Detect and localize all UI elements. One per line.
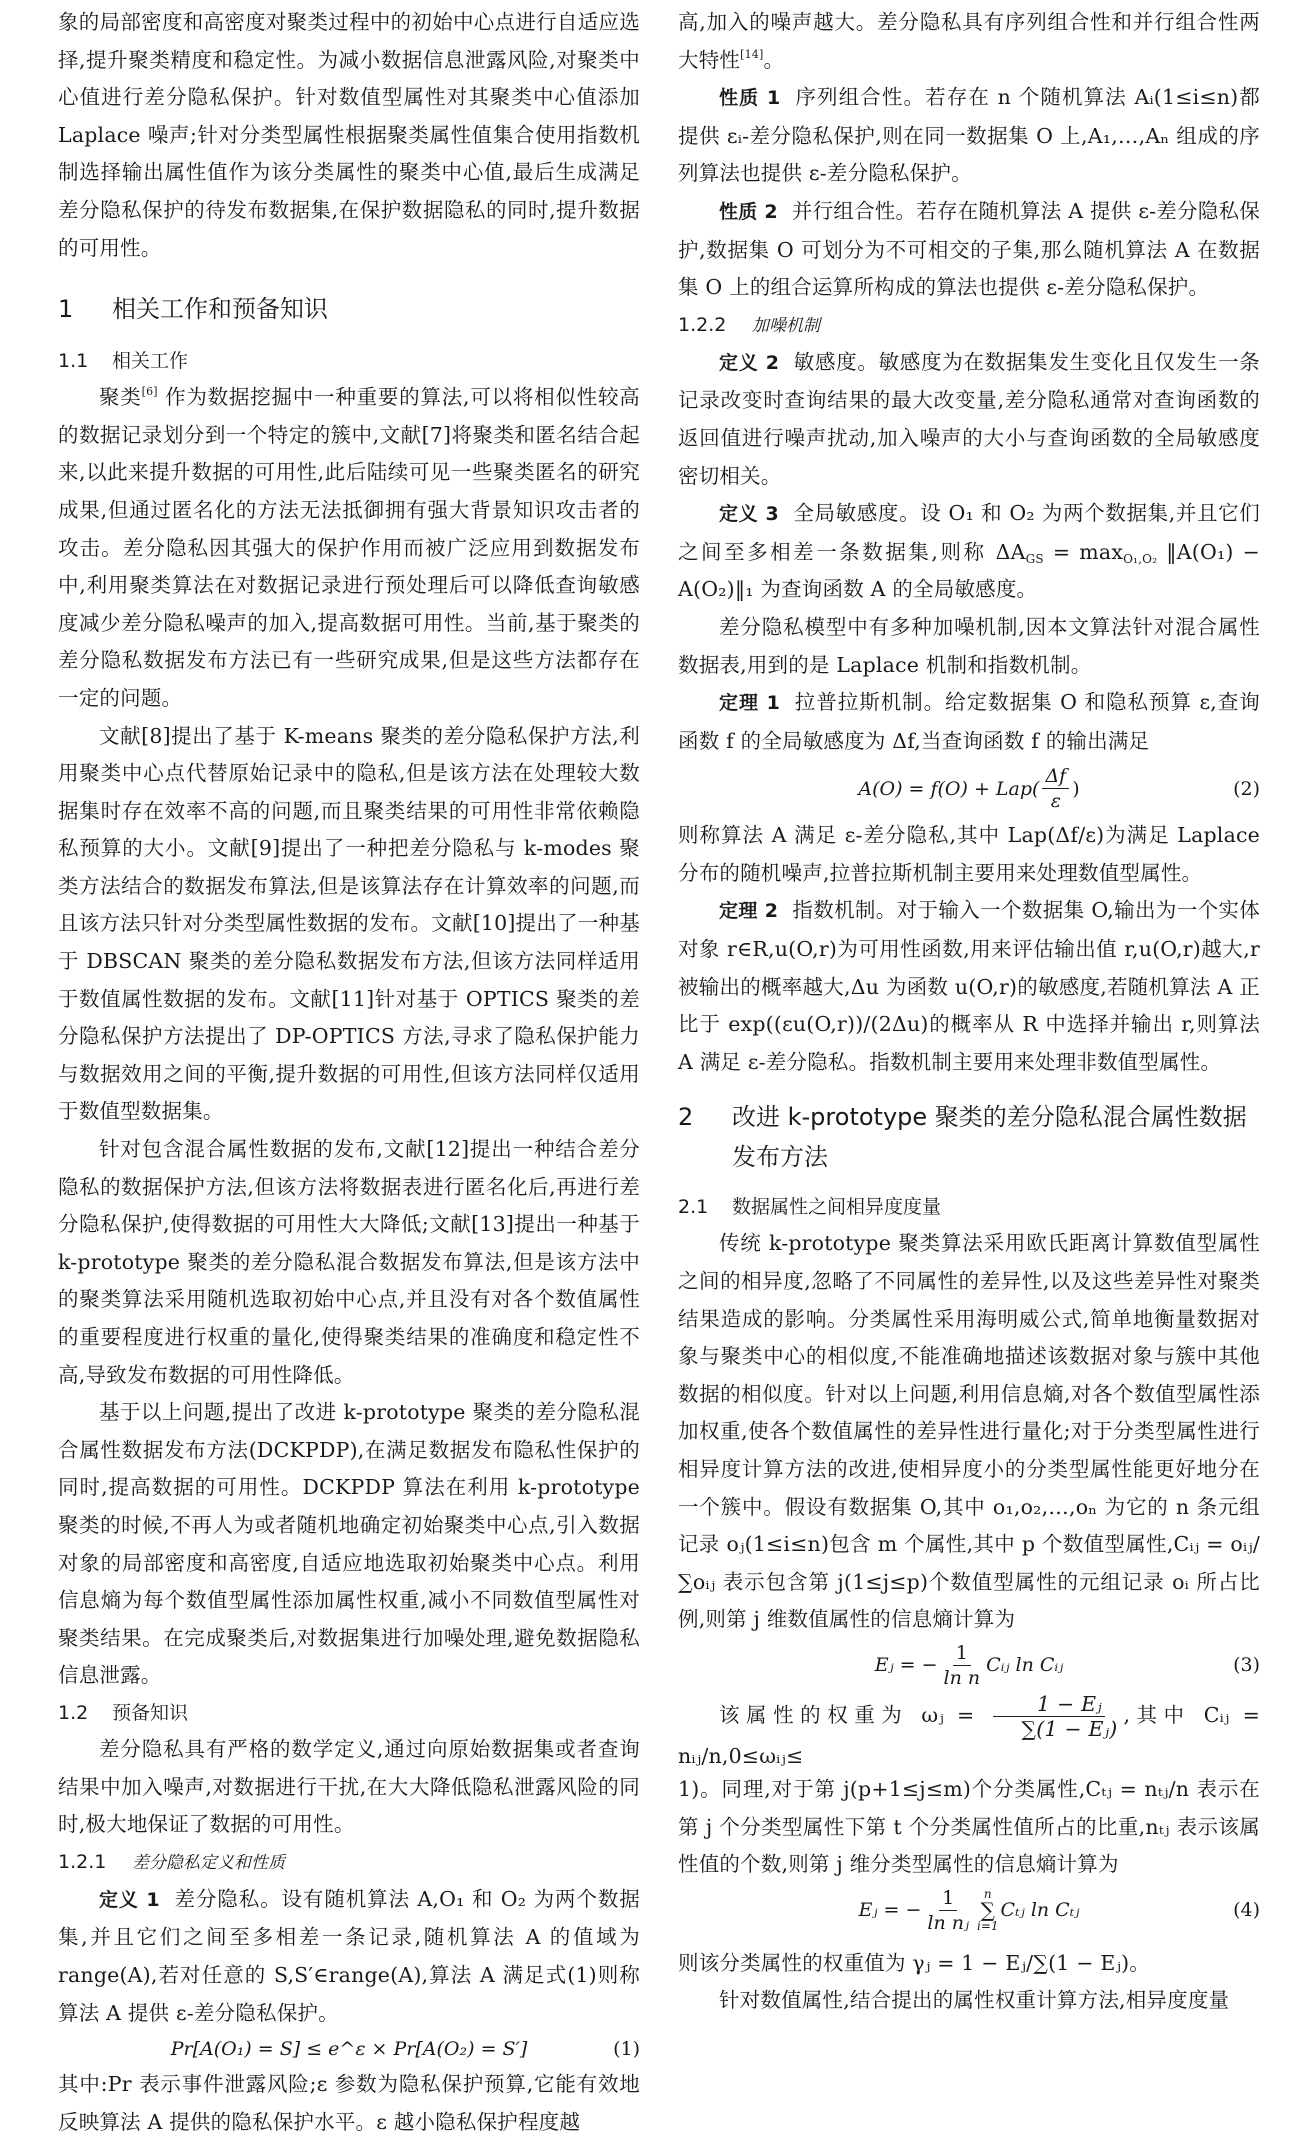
equation-3-fraction: $\frac{1}{\text{ln n}}$ <box>943 1641 981 1689</box>
related-work-paragraph-3: 针对包含混合属性数据的发布,文献[12]提出一种结合差分隐私的数据保护方法,但该方法将数据表进行匿名化后,再进行差分隐私保护,使得数据的可用性大大降低;文献[13]提出一种基于 k-prototype 聚类的差分隐私混合数据发布算法,但是该方法中的聚类算法采用随机选取初始中心点,并且没有对各个数值属性的重要程度进行权重的量化,使得聚类结果的准确度和稳定性不高,导致发布数据的可用性降低。 <box>58 1137 640 1387</box>
equation-2-number: (2) <box>1233 777 1260 800</box>
equation-4-number: (4) <box>1233 1899 1260 1922</box>
related-work-paragraph-2: 文献[8]提出了基于 K-means 聚类的差分隐私保护方法,利用聚类中心点代替原始记录中的隐私,但是该方法在处理较大数据集时存在效率不高的问题,而且聚类结果的可用性非常依赖隐私预算的大小。文献[9]提出了一种把差分隐私与 k-modes 聚类方法结合的数据发布算法,但是该算法存在计算效率的问题,而且该方法只针对分类型属性数据的发布。文献[10]提出了一种基于 DBSCAN 聚类的差分隐私数据发布方法,但该方法同样适用于数值属性数据的发布。文献[11]针对基于 OPTICS 聚类的差分隐私保护方法提出了 DP-OPTICS 方法,寻求了隐私保护能力与数据效用之间的平衡,提升数据的可用性,但该方法同样仅适用于数值型数据集。 <box>58 723 640 1124</box>
citation-14[interactable]: [14] <box>740 47 764 61</box>
definition-2: 定义 2 敏感度。敏感度为在数据集发生变化且仅发生一条记录改变时查询结果的最大改变量,差分隐私通常对查询函数的返回值进行噪声扰动,加入噪声的大小与查询函数的全局敏感度密切相关。 <box>678 349 1261 488</box>
weight-formula-line: 该属性的权重为 ωⱼ = $\frac{\text{1 − Eⱼ}}{\text{∑(1 − Eⱼ)}}$ ,其中 Cᵢⱼ = nᵢⱼ/n,0≤ωᵢⱼ≤ <box>678 1691 1260 1768</box>
section-1-1-heading: 1.1 相关工作 <box>58 350 189 373</box>
categorical-weight-line: 则该分类属性的权重值为 γⱼ = 1 − Eⱼ/∑(1 − Eⱼ)。 <box>678 1950 1150 1975</box>
equation-1 <box>58 2034 640 2064</box>
equation-2: A(O) = f(O) + Lap( $\frac{\Delta f}{\varepsilon}$ ) (2) <box>858 765 1260 813</box>
definition-3: 定义 3 全局敏感度。设 O₁ 和 O₂ 为两个数据集,并且它们之间至多相差一条数据集,则称 $\Delta A_{GS} = \max_{O_1,O_2}$ ‖A(O₁) − A(O₂)‖₁ 为查询函数 A 的全局敏感度。 <box>678 501 1261 602</box>
property-2: 性质 2 并行组合性。若存在随机算法 A 提供 ε-差分隐私保护,数据集 O 可划分为不可相交的子集,那么随机算法 A 在数据集 O 上的组合运算所构成的算法也提供 ε-差分隐私保护。 <box>678 198 1260 300</box>
theorem-2-label: 定理 2 <box>719 900 779 923</box>
section-2-1-heading: 2.1 数据属性之间相异度度量 <box>678 1196 942 1219</box>
definition-3-label: 定义 3 <box>719 503 779 526</box>
preliminaries-paragraph: 差分隐私具有严格的数学定义,通过向原始数据集或者查询结果中加入噪声,对数据进行干扰,在大大降低隐私泄露风险的同时,极大地保证了数据的可用性。 <box>58 1736 640 1837</box>
continued-paragraph: 高,加入的噪声越大。差分隐私具有序列组合性和并行组合性两大特性[14]。 <box>678 10 1260 72</box>
intro-paragraph-end: 象的局部密度和高密度对聚类过程中的初始中心点进行自适应选择,提升聚类精度和稳定性。为减小数据信息泄露风险,对聚类中心值进行差分隐私保护。针对数值型属性对其聚类中心值添加 Laplace 噪声;针对分类型属性根据聚类属性值集合使用指数机制选择输出属性值作为该分类属性的聚类中心值,最后生成满足差分隐私保护的待发布数据集,在保护数据隐私的同时,提升数据的可用性。 <box>58 10 640 260</box>
section-1-heading: 1 相关工作和预备知识 <box>58 295 328 324</box>
section-2-heading: 2 改进 k-prototype 聚类的差分隐私混合属性数据发布方法 <box>678 1103 1247 1172</box>
equation-2-fraction: $\frac{\Delta f}{\varepsilon}$ <box>1042 764 1069 813</box>
property-2-label: 性质 2 <box>719 200 778 223</box>
final-paragraph-start: 针对数值属性,结合提出的属性权重计算方法,相异度度量 <box>719 1988 1230 2013</box>
definition-2-label: 定义 2 <box>719 351 780 374</box>
theorem-1-label: 定理 1 <box>719 692 780 715</box>
equation-1-body: Pr[A(O₁) = S] ≤ e^ε × Pr[A(O₂) = S′] <box>170 2038 528 2061</box>
section-1-2-2-heading: 1.2.2 加噪机制 <box>678 313 820 336</box>
equation-3-number: (3) <box>1233 1654 1260 1677</box>
related-work-paragraph-1: 聚类[6] 作为数据挖掘中一种重要的算法,可以将相似性较高的数据记录划分到一个特定的簇中,文献[7]将聚类和匿名结合起来,以此来提升数据的可用性,此后陆续可见一些聚类匿名的研究成果,但通过匿名化的方法无法抵御拥有强大背景知识攻击者的攻击。差分隐私因其强大的保护作用而被广泛应用到数据发布中,利用聚类算法在对数据记录进行预处理后可以降低查询敏感度减少差分隐私噪声的加入,提高数据可用性。当前,基于聚类的差分隐私数据发布方法已有一些研究成果,但是这些方法都存在一定的问题。 <box>58 385 640 710</box>
dissimilarity-paragraph: 传统 k-prototype 聚类算法采用欧氏距离计算数值型属性之间的相异度,忽略了不同属性的差异性,以及这些差异性对聚类结果造成的影响。分类属性采用海明威公式,简单地衡量数据对象与聚类中心的相似度,不能准确地描述该数据对象与簇中其他数据的相似度。针对以上问题,利用信息熵,对各个数值型属性添加权重,使各个数值属性的差异性进行量化;对于分类型属性进行相异度计算方法的改进,使相异度小的分类型属性能更好地分在一个簇中。假设有数据集 O,其中 o₁,o₂,…,oₙ 为它的 n 条元组记录 oⱼ(1≤i≤n)包含 m 个属性,其中 p 个数值型属性,Cᵢⱼ = oᵢⱼ/∑oᵢⱼ 表示包含第 j(1≤j≤p)个数值型属性的元组记录 oᵢ 所占比例,则第 j 维数值属性的信息熵计算为 <box>678 1231 1260 1632</box>
equation-1-number: (1) <box>613 2038 640 2061</box>
theorem-1: 定理 1 拉普拉斯机制。给定数据集 O 和隐私预算 ε,查询函数 f 的全局敏感度为 Δf,当查询函数 f 的输出满足 <box>678 690 1260 753</box>
citation-6[interactable]: [6] <box>141 385 158 399</box>
summation-symbol: n ∑ i=1 <box>977 1887 999 1934</box>
equation-1-explanation: 其中:Pr 表示事件泄露风险;ε 参数为隐私保护预算,它能有效地反映算法 A 提供的隐私保护水平。ε 越小隐私保护程度越 <box>58 2072 640 2134</box>
property-1: 性质 1 序列组合性。若存在 n 个随机算法 Aᵢ(1≤i≤n)都提供 εᵢ-差分隐私保护,则在同一数据集 O 上,A₁,…,Aₙ 组成的序列算法也提供 ε-差分隐私保护。 <box>678 85 1260 186</box>
section-1-2-1-heading: 1.2.1 差分隐私定义和性质 <box>58 1850 285 1873</box>
right-column <box>678 0 1260 2020</box>
categorical-entropy-paragraph: 1)。同理,对于第 j(p+1≤j≤m)个分类属性,Cₜⱼ = nₜⱼ/n 表示在第 j 个分类型属性下第 t 个分类属性值所占的比重,nₜⱼ 表示该属性值的个数,则第 j 维分类型属性的信息熵计算为 <box>678 1776 1260 1877</box>
definition-1: 定义 1 差分隐私。设有随机算法 A,O₁ 和 O₂ 为两个数据集,并且它们之间至多相差一条记录,随机算法 A 的值域为 range(A),若对任意的 S,S′∈range(A),算法 A 满足式(1)则称算法 A 提供 ε-差分隐私保护。 <box>58 1886 640 2025</box>
equation-4: Eⱼ = − $\frac{1}{\text{ln nⱼ}}$ n ∑ i=1 Cₜⱼ ln Cₜⱼ (4) <box>858 1886 1260 1934</box>
related-work-paragraph-4: 基于以上问题,提出了改进 k-prototype 聚类的差分隐私混合属性数据发布方法(DCKPDP),在满足数据发布隐私性保护的同时,提高数据的可用性。DCKPDP 算法在利用 k-prototype 聚类的时候,不再人为或者随机地确定初始聚类中心点,引入数据对象的局部密度和高密度,自适应地选取初始聚类中心点。利用信息熵为每个数值型属性添加属性权重,减小不同数值型属性对聚类结果。在完成聚类后,对数据集进行加噪处理,避免数据隐私信息泄露。 <box>58 1400 640 1688</box>
definition-1-label: 定义 1 <box>99 1888 160 1911</box>
left-column <box>58 0 640 2141</box>
property-1-label: 性质 1 <box>719 87 781 110</box>
equation-3: Eⱼ = − $\frac{1}{\text{ln n}}$ Cᵢⱼ ln Cᵢⱼ (3) <box>874 1641 1260 1689</box>
equation-4-fraction: $\frac{1}{\text{ln nⱼ}}$ <box>927 1886 969 1934</box>
section-1-2-heading: 1.2 预备知识 <box>58 1701 189 1724</box>
theorem-2: 定理 2 指数机制。对于输入一个数据集 O,输出为一个实体对象 r∈R,u(O,r)为可用性函数,用来评估输出值 r,u(O,r)越大,r 被输出的概率越大,Δu 为函数 u(O,r)的敏感度,若随机算法 A 正比于 exp((εu(O,r))/(2Δu)的概率从 R 中选择并输出 r,则算法 A 满足 ε-差分隐私。指数机制主要用来处理非数值型属性。 <box>678 898 1261 1074</box>
mechanism-paragraph: 差分隐私模型中有多种加噪机制,因本文算法针对混合属性数据表,用到的是 Laplace 机制和指数机制。 <box>678 614 1260 677</box>
theorem-1-explanation: 则称算法 A 满足 ε-差分隐私,其中 Lap(Δf/ε)为满足 Laplace 分布的随机噪声,拉普拉斯机制主要用来处理数值型属性。 <box>678 823 1260 885</box>
